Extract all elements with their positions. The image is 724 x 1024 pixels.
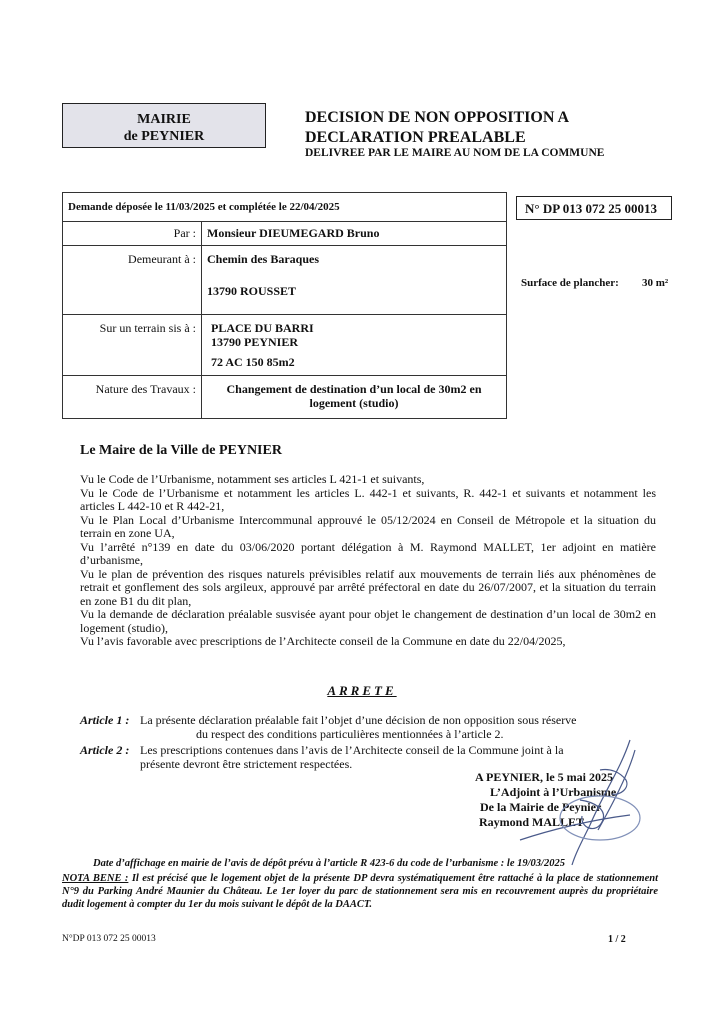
- document-subtitle: DELIVREE PAR LE MAIRE AU NOM DE LA COMMUNE: [305, 147, 605, 159]
- par-row: [63, 222, 507, 246]
- signature-name: Raymond MALLET: [479, 815, 585, 829]
- mairie-box: [62, 103, 266, 148]
- article-text: La présente déclaration préalable fait l’objet d’une décision de non opposition sous réserve: [140, 713, 577, 727]
- arrete-heading: ARRETE: [327, 683, 397, 698]
- vu-clauses: [80, 473, 656, 649]
- terrain-label: Sur un terrain sis à :: [63, 315, 202, 376]
- terrain-parcel: 72 AC 150 85m2: [211, 355, 295, 369]
- vu-clause: Vu la demande de déclaration préalable susvisée ayant pour objet le changement de destination d’un local de 30m2 en logement (studio),: [80, 607, 656, 635]
- terrain-place: PLACE DU BARRI: [211, 321, 314, 335]
- vu-clause: Vu le Code de l’Urbanisme et notamment les articles L. 442-1 et suivants, R. 442-1 et suivants et notamment les articles L 442-10 et R 442-21,: [80, 485, 656, 513]
- title-line1: DECISION DE NON OPPOSITION A: [305, 109, 570, 126]
- title-line2: DECLARATION PREALABLE: [305, 129, 526, 146]
- terrain-row: [63, 315, 507, 376]
- affichage-note: Date d’affichage en mairie de l’avis de dépôt prévu à l’article R 423-6 du code de l’urbanisme : le 19/03/2025: [93, 858, 565, 869]
- nota-label: NOTA BENE :: [62, 873, 129, 884]
- footer-reference: N°DP 013 072 25 00013: [62, 934, 156, 944]
- demeurant-city: 13790 ROUSSET: [207, 284, 297, 298]
- nature-label: Nature des Travaux :: [63, 376, 202, 419]
- maire-heading: Le Maire de la Ville de PEYNIER: [80, 443, 282, 458]
- vu-clause: Vu l’avis favorable avec prescriptions de l’Architecte conseil de la Commune en date du 22/04/2025,: [80, 634, 566, 648]
- signature-mairie: De la Mairie de Peynier: [480, 800, 602, 814]
- signature-place-date: A PEYNIER, le 5 mai 2025: [475, 770, 613, 784]
- nature-row: [63, 376, 507, 419]
- dossier-number-box: N° DP 013 072 25 00013: [516, 196, 672, 220]
- surface-label: Surface de plancher:: [521, 277, 619, 289]
- demande-row: [63, 193, 507, 222]
- article-text-cont: présente devront être strictement respectées.: [140, 756, 353, 771]
- par-value: Monsieur DIEUMEGARD Bruno: [202, 222, 507, 246]
- demande-table: [62, 192, 507, 419]
- article-text-cont: du respect des conditions particulières mentionnées à l’article 2.: [196, 726, 504, 741]
- signature-role: L’Adjoint à l’Urbanisme: [490, 785, 617, 799]
- demande-text: Demande déposée le 11/03/2025 et complétée le 22/04/2025: [63, 193, 507, 222]
- page-number: 1 / 2: [608, 934, 626, 945]
- nota-text: Il est précisé que le logement objet de la présente DP devra systématiquement être rattaché à la place de stationnement N°9 du Parking André Maunier du Château. Le 1er loyer du parc de stationnement sera mis en recouvrement auprès du propriétaire dudit logement à compter du 1er du mois suivant le dépôt de la DAACT.: [62, 873, 658, 910]
- demeurant-street: Chemin des Baraques: [207, 252, 320, 266]
- article-label: Article 2 :: [80, 743, 130, 757]
- terrain-value: [202, 315, 507, 376]
- nature-value: Changement de destination d’un local de 30m2 en logement (studio): [202, 376, 507, 419]
- vu-clause: Vu le plan de prévention des risques naturels prévisibles relatif aux mouvements de terrain liés aux phénomènes de retrait et gonflement des sols argileux, approuvé par arrêté préfectoral en date du 26/07/2007, et la situation du terrain en zone B1 du dit plan,: [80, 566, 656, 608]
- article-label: Article 1 :: [80, 713, 130, 727]
- par-label: Par :: [63, 222, 202, 246]
- mairie-line1: MAIRIE: [137, 112, 191, 127]
- surface-value: 30 m²: [642, 277, 669, 289]
- vu-clause: Vu le Code de l’Urbanisme, notamment ses articles L 421-1 et suivants,: [80, 472, 425, 486]
- article-text: Les prescriptions contenues dans l’avis de l’Architecte conseil de la Commune joint à la: [140, 743, 564, 757]
- vu-clause: Vu le Plan Local d’Urbanisme Intercommunal approuvé le 05/12/2024 en Conseil de Métropole et la situation du terrain en zone UA,: [80, 512, 656, 540]
- handwritten-signature-icon: [480, 730, 680, 870]
- document-title: [305, 108, 569, 148]
- vu-clause: Vu l’arrêté n°139 en date du 03/06/2020 portant délégation à M. Raymond MALLET, 1er adjoint en matière d’urbanisme,: [80, 539, 656, 567]
- demeurant-row: [63, 246, 507, 315]
- terrain-city: 13790 PEYNIER: [211, 335, 299, 349]
- demeurant-value: [202, 246, 507, 315]
- mairie-line2: de PEYNIER: [123, 129, 205, 144]
- demeurant-label: Demeurant à :: [63, 246, 202, 315]
- nota-bene: [62, 872, 658, 911]
